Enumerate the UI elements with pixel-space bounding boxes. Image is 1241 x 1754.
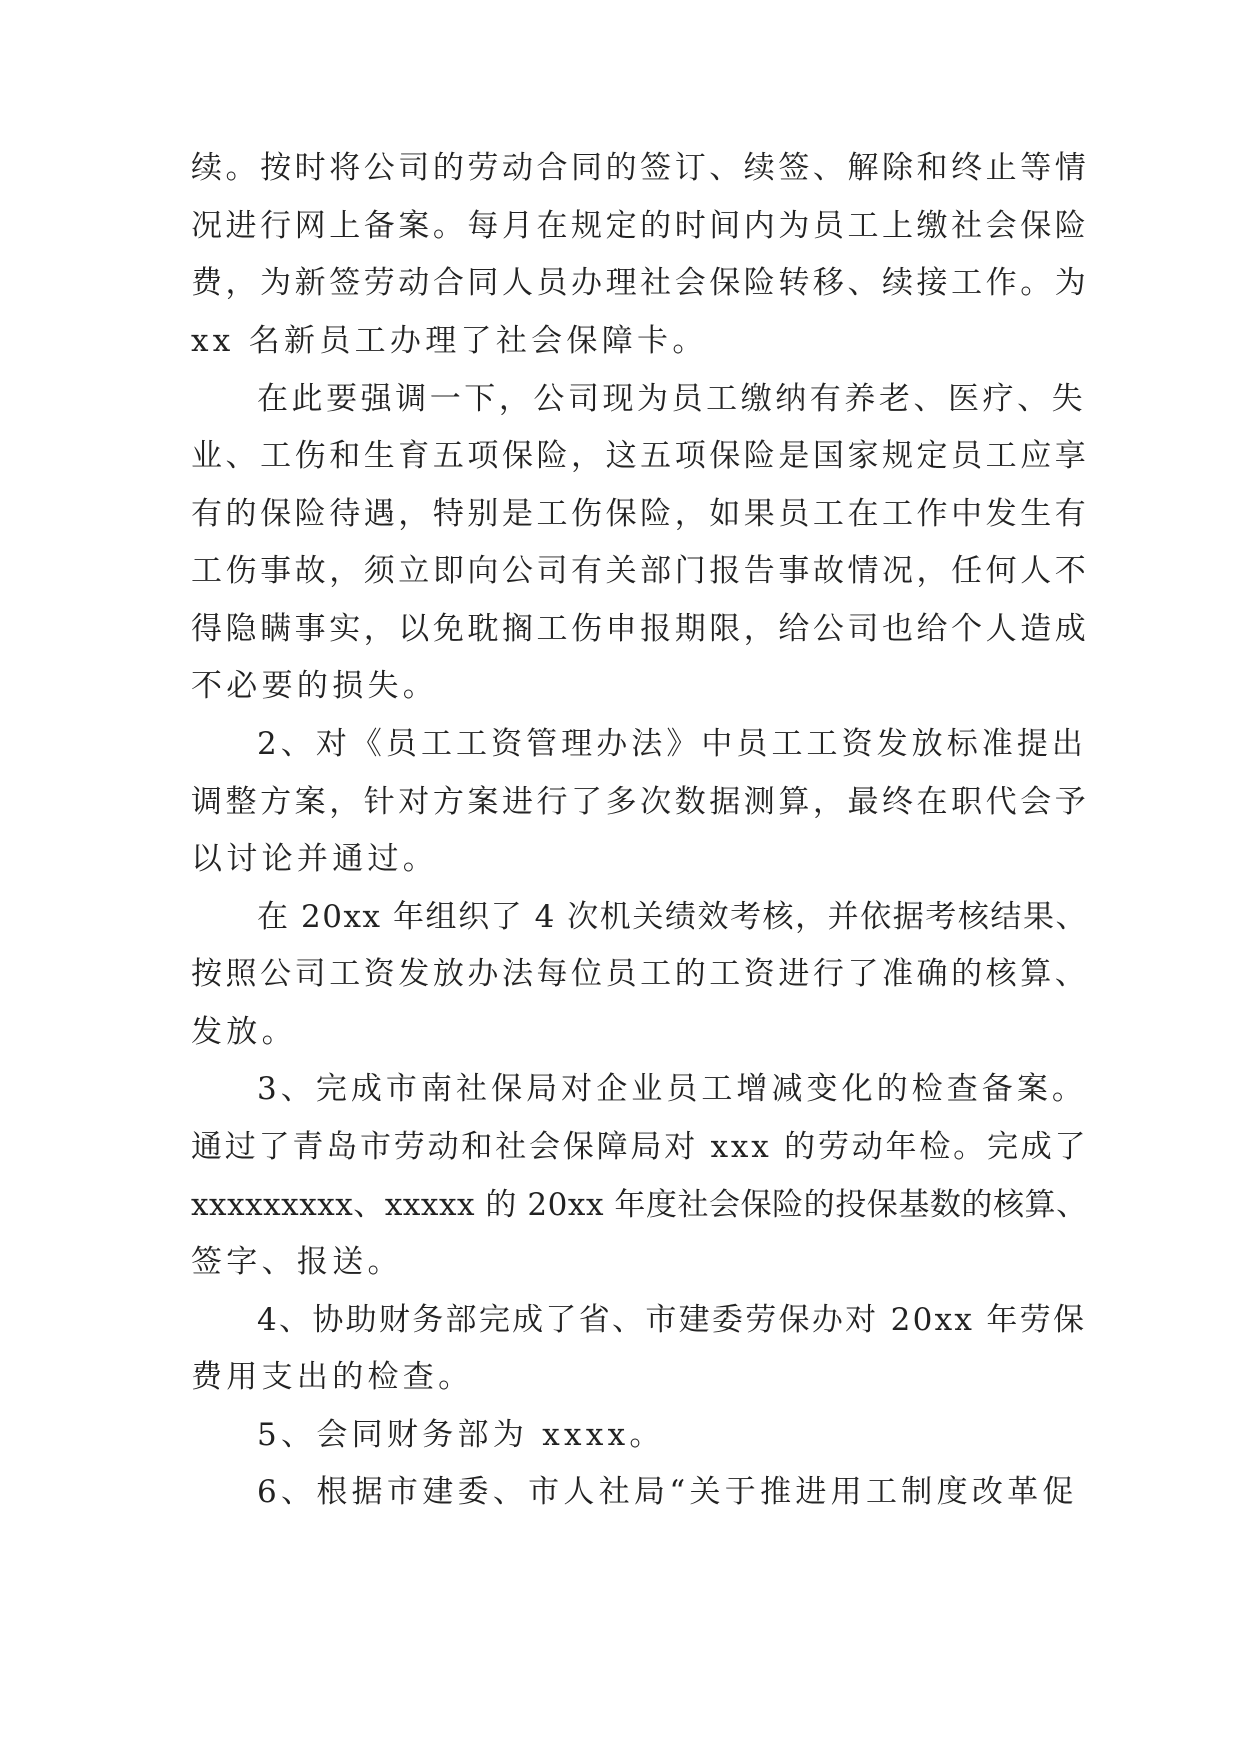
text-line: xxxxxxxxx、xxxxx 的 20xx 年度社会保险的投保基数的核算、 [191,1187,1088,1223]
text-line: 3、完成市南社保局对企业员工增减变化的检查备案。 [257,1071,1087,1107]
text-line: 2、对《员工工资管理办法》中员工工资发放标准提出 [257,726,1087,762]
text-line: 调整方案，针对方案进行了多次数据测算，最终在职代会予 [191,784,1090,820]
text-line: 通过了青岛市劳动和社会保障局对 xxx 的劳动年检。完成了 [191,1129,1089,1165]
text-line: 业、工伤和生育五项保险，这五项保险是国家规定员工应享 [191,438,1090,474]
text-line: xx 名新员工办理了社会保障卡。 [191,323,708,359]
text-line: 得隐瞒事实，以免耽搁工伤申报期限，给公司也给个人造成 [191,611,1090,647]
text-line: 不必要的损失。 [191,668,439,704]
text-line: 费，为新签劳动合同人员办理社会保险转移、续接工作。为 [191,265,1090,301]
text-line: 签字、报送。 [191,1244,403,1280]
text-line: 况进行网上备案。每月在规定的时间内为员工上缴社会保险 [191,208,1090,244]
text-line: 5、会同财务部为 xxxx。 [257,1417,665,1453]
text-line: 在此要强调一下，公司现为员工缴纳有养老、医疗、失 [257,381,1087,417]
text-line: 6、根据市建委、市人社局“关于推进用工制度改革促 [257,1474,1078,1510]
text-line: 发放。 [191,1014,297,1050]
text-line: 以讨论并通过。 [191,841,439,877]
text-line: 在 20xx 年组织了 4 次机关绩效考核，并依据考核结果、 [257,899,1089,935]
text-line: 续。按时将公司的劳动合同的签订、续签、解除和终止等情 [191,150,1090,186]
text-line: 按照公司工资发放办法每位员工的工资进行了准确的核算、 [191,956,1090,992]
text-line: 工伤事故，须立即向公司有关部门报告事故情况，任何人不 [191,553,1090,589]
text-line: 有的保险待遇，特别是工伤保险，如果员工在工作中发生有 [191,496,1090,532]
text-line: 4、协助财务部完成了省、市建委劳保办对 20xx 年劳保 [257,1302,1087,1338]
text-line: 费用支出的检查。 [191,1359,474,1395]
